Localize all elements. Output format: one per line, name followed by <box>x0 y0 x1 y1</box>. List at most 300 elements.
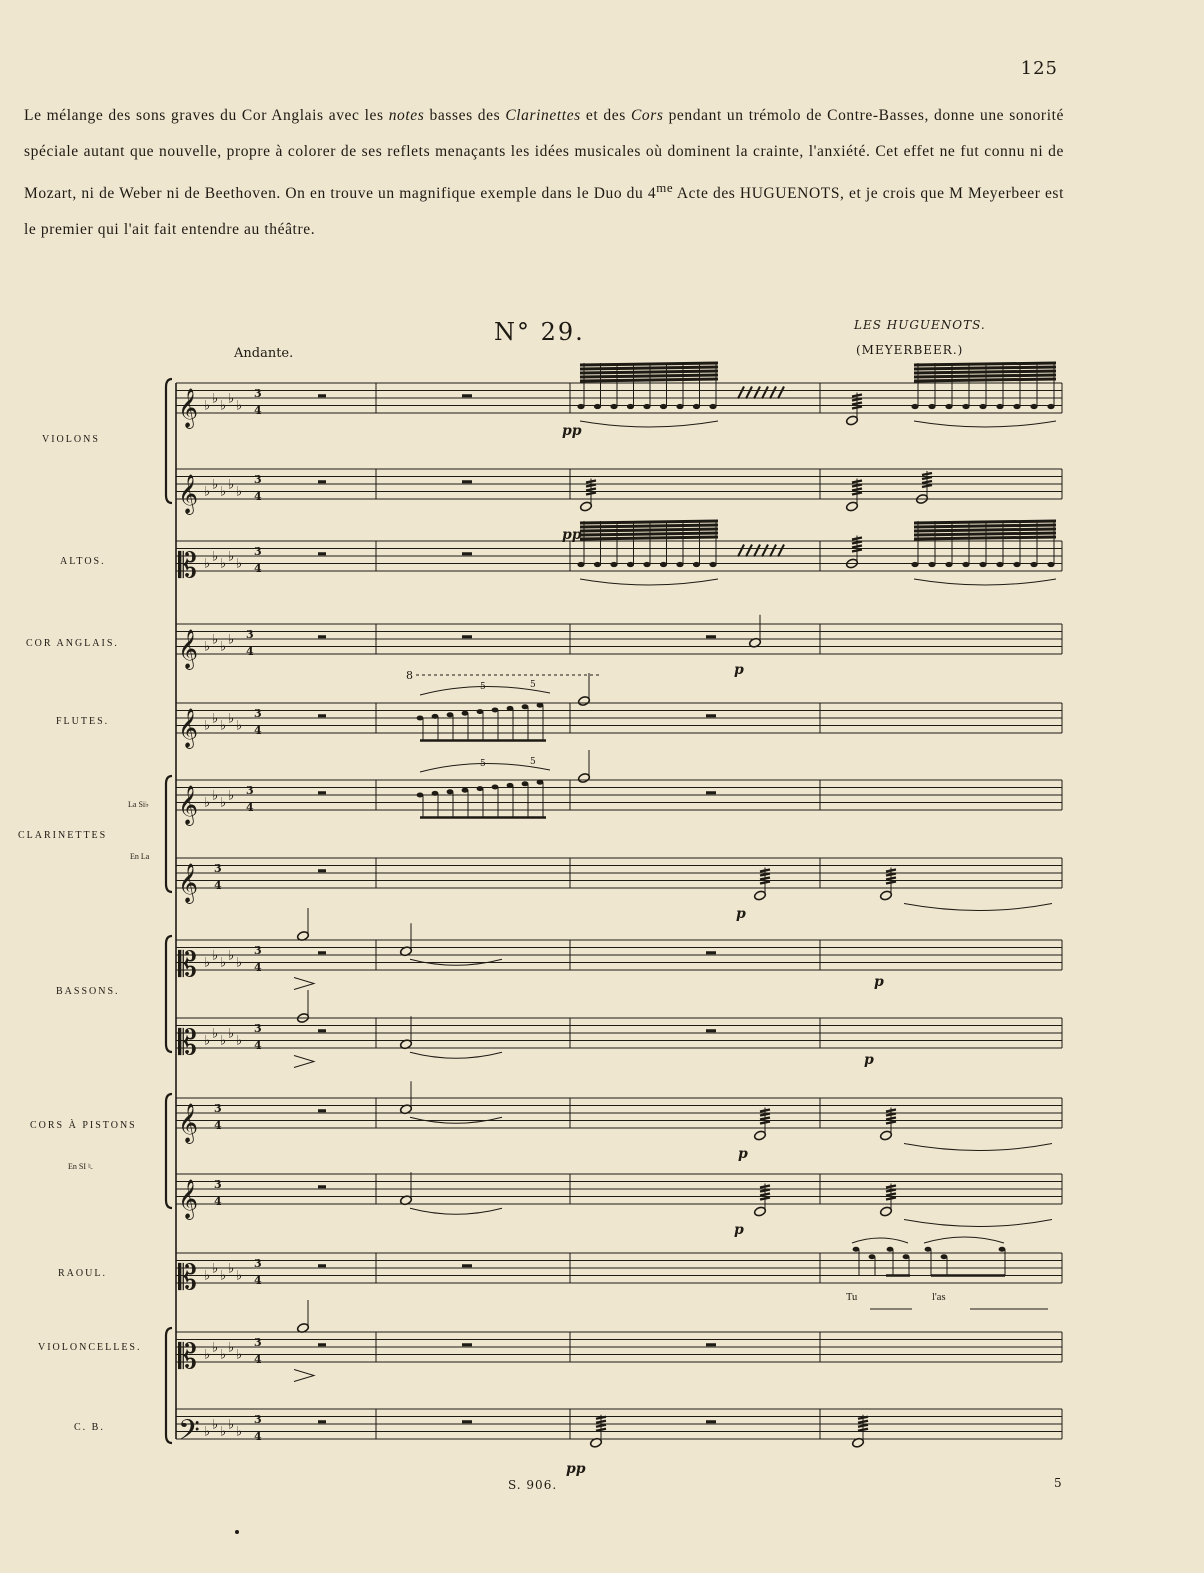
note-head <box>928 404 935 409</box>
rest-mark <box>706 951 716 954</box>
note-head <box>594 562 601 567</box>
flat-icon: ♭ <box>212 391 219 407</box>
rest-mark <box>318 1264 326 1267</box>
time-signature-bottom: 4 <box>254 961 262 974</box>
note-head <box>1030 404 1037 409</box>
dynamic-mark: p <box>738 1146 748 1162</box>
intro-segment: notes <box>388 107 425 124</box>
flat-icon: ♭ <box>204 484 211 500</box>
clef-icon: 𝄞 <box>178 1179 199 1219</box>
flat-icon: ♭ <box>236 484 243 500</box>
staff-bracket <box>166 379 172 503</box>
note-head <box>941 1254 948 1259</box>
note-head <box>903 1254 910 1259</box>
time-signature-top: 3 <box>214 862 222 875</box>
note-head <box>462 711 469 716</box>
note-head <box>447 789 454 794</box>
rest-mark <box>318 1109 326 1112</box>
note-head <box>660 562 667 567</box>
tremolo-slash <box>760 1110 770 1112</box>
note-head <box>853 1247 860 1252</box>
tie <box>410 1052 502 1058</box>
rest-mark <box>318 635 326 638</box>
tremolo-slash <box>760 1186 770 1188</box>
tremolo-slash <box>760 874 770 876</box>
dynamic-mark: p <box>874 974 884 990</box>
note-head <box>610 562 617 567</box>
note-head <box>911 562 918 567</box>
tremolo-slash <box>762 387 768 399</box>
tuplet-number: 5 <box>530 680 536 690</box>
tremolo-slash <box>746 545 752 557</box>
time-signature-bottom: 4 <box>214 1195 222 1208</box>
intro-segment: basses des <box>424 107 506 124</box>
instrument-label: ALTOS. <box>60 556 106 567</box>
rest-mark <box>706 1420 716 1423</box>
tempo-marking: Andante. <box>234 346 294 361</box>
slur <box>914 421 1056 427</box>
time-signature-bottom: 4 <box>254 1274 262 1287</box>
tuplet-number: 5 <box>530 757 536 767</box>
tremolo-slash <box>922 477 932 479</box>
tremolo-slash <box>886 1110 896 1112</box>
tremolo-slash <box>760 1114 770 1116</box>
lyric-syllable: Tu <box>846 1292 858 1303</box>
note-head <box>577 562 584 567</box>
page-number: 125 <box>1020 58 1058 79</box>
flat-icon: ♭ <box>212 788 219 804</box>
composer-name: (MEYERBEER.) <box>856 343 964 357</box>
flat-icon: ♭ <box>212 711 219 727</box>
note-head <box>660 404 667 409</box>
flat-icon: ♭ <box>220 795 227 811</box>
instrument-label: FLUTES. <box>56 716 110 727</box>
time-signature-top: 3 <box>254 944 262 957</box>
note-head <box>999 1247 1006 1252</box>
rest-mark <box>706 635 716 638</box>
flat-icon: ♭ <box>228 477 235 493</box>
note-head <box>1047 404 1054 409</box>
tuplet-number: 5 <box>480 759 486 769</box>
note-head <box>1013 404 1020 409</box>
rest-mark <box>318 1185 326 1188</box>
tremolo-slash <box>922 473 932 475</box>
rest-mark <box>318 1029 326 1032</box>
rest-mark <box>318 394 326 397</box>
clef-icon: 𝄞 <box>178 1103 199 1143</box>
rest-mark <box>462 635 472 638</box>
instrument-sub-label: La Si♭ <box>128 800 149 809</box>
tremolo-slash <box>586 489 596 491</box>
time-signature-top: 3 <box>254 707 262 720</box>
note-head <box>610 404 617 409</box>
slur <box>852 1238 908 1243</box>
flat-icon: ♭ <box>204 795 211 811</box>
note-head <box>887 1247 894 1252</box>
tie <box>904 1144 1052 1151</box>
tremolo-slash <box>922 485 932 487</box>
clef-icon: 𝄡 <box>178 546 197 586</box>
tremolo-slash <box>754 387 760 399</box>
note-head <box>507 706 514 711</box>
tremolo-slash <box>886 1186 896 1188</box>
note-head <box>627 404 634 409</box>
flat-icon: ♭ <box>204 718 211 734</box>
tremolo-slash <box>852 485 862 487</box>
note-head <box>492 785 499 790</box>
flat-icon: ♭ <box>204 639 211 655</box>
tremolo-slash <box>886 874 896 876</box>
time-signature-top: 3 <box>254 1413 262 1426</box>
dynamic-mark: p <box>736 906 746 922</box>
tremolo-slash <box>596 1429 606 1431</box>
instrument-label: C. B. <box>74 1422 105 1433</box>
time-signature-top: 3 <box>214 1178 222 1191</box>
tremolo-slash <box>886 1198 896 1200</box>
flat-icon: ♭ <box>236 1424 243 1440</box>
rest-mark <box>706 1029 716 1032</box>
time-signature-bottom: 4 <box>254 724 262 737</box>
note-head <box>945 562 952 567</box>
flat-icon: ♭ <box>220 1033 227 1049</box>
note-head <box>1013 562 1020 567</box>
staff-bracket <box>166 1094 172 1208</box>
note-head <box>417 793 424 798</box>
rest-mark <box>318 791 326 794</box>
tremolo-slash <box>858 1417 868 1419</box>
slur <box>914 579 1056 585</box>
tremolo-slash <box>886 1194 896 1196</box>
rest-mark <box>318 480 326 483</box>
clef-icon: 𝄡 <box>178 1337 197 1377</box>
tremolo-slash <box>852 489 862 491</box>
flat-icon: ♭ <box>204 1268 211 1284</box>
tremolo-slash <box>738 387 744 399</box>
flat-icon: ♭ <box>236 955 243 971</box>
flat-icon: ♭ <box>212 1261 219 1277</box>
rest-mark <box>706 714 716 717</box>
time-signature-top: 3 <box>254 473 262 486</box>
tremolo-slash <box>586 493 596 495</box>
rest-mark <box>318 1420 326 1423</box>
intro-segment: Le mélange des sons graves du Cor Anglais avec les <box>24 107 389 124</box>
rest-mark <box>462 1343 472 1346</box>
flat-icon: ♭ <box>220 1424 227 1440</box>
flat-icon: ♭ <box>212 1340 219 1356</box>
tremolo-slash <box>852 399 862 401</box>
note-head <box>522 781 529 786</box>
flat-icon: ♭ <box>204 1424 211 1440</box>
tremolo-slash <box>852 493 862 495</box>
tremolo-slash <box>778 387 784 399</box>
note-head <box>462 788 469 793</box>
time-signature-bottom: 4 <box>254 1353 262 1366</box>
slur <box>580 421 718 427</box>
note-head <box>417 716 424 721</box>
time-signature-top: 3 <box>254 1336 262 1349</box>
note-head <box>709 404 716 409</box>
flat-icon: ♭ <box>220 639 227 655</box>
flat-icon: ♭ <box>220 718 227 734</box>
flat-icon: ♭ <box>228 1340 235 1356</box>
note-head <box>676 562 683 567</box>
note-head <box>577 404 584 409</box>
instrument-label: VIOLONCELLES. <box>38 1342 142 1353</box>
rest-mark <box>462 552 472 555</box>
tremolo-slash <box>858 1429 868 1431</box>
tie <box>410 1208 502 1214</box>
tremolo-slash <box>760 882 770 884</box>
rest-mark <box>318 951 326 954</box>
note-head <box>432 791 439 796</box>
time-signature-bottom: 4 <box>254 1430 262 1443</box>
tremolo-slash <box>754 545 760 557</box>
flat-icon: ♭ <box>236 1033 243 1049</box>
tremolo-slash <box>760 1190 770 1192</box>
flat-icon: ♭ <box>220 556 227 572</box>
note-head <box>627 562 634 567</box>
time-signature-bottom: 4 <box>246 801 254 814</box>
rest-mark <box>318 869 326 872</box>
time-signature-top: 3 <box>254 545 262 558</box>
note-head <box>447 712 454 717</box>
flat-icon: ♭ <box>212 477 219 493</box>
flat-icon: ♭ <box>220 955 227 971</box>
rest-mark <box>318 552 326 555</box>
accent-mark <box>294 1056 314 1068</box>
tremolo-slash <box>770 545 776 557</box>
time-signature-bottom: 4 <box>254 1039 262 1052</box>
note-head <box>492 708 499 713</box>
tremolo-slash <box>852 403 862 405</box>
dynamic-mark: p <box>864 1052 874 1068</box>
clef-icon: 𝄞 <box>178 629 199 669</box>
dynamic-mark: pp <box>562 527 582 543</box>
flat-icon: ♭ <box>212 948 219 964</box>
time-signature-top: 3 <box>246 628 254 641</box>
time-signature-bottom: 4 <box>246 645 254 658</box>
note-head <box>477 709 484 714</box>
dynamic-mark: pp <box>566 1461 586 1477</box>
tremolo-slash <box>760 1198 770 1200</box>
note-head <box>693 562 700 567</box>
clef-icon: 𝄞 <box>178 785 199 825</box>
note-head <box>945 404 952 409</box>
flat-icon: ♭ <box>236 718 243 734</box>
clef-icon: 𝄞 <box>178 708 199 748</box>
flat-icon: ♭ <box>228 788 235 804</box>
accent-mark <box>294 1370 314 1382</box>
slur <box>924 1237 1004 1243</box>
opera-title: LES HUGUENOTS. <box>854 318 986 332</box>
tremolo-slash <box>746 387 752 399</box>
tremolo-slash <box>586 485 596 487</box>
instrument-sub-label: En SI ♮. <box>68 1162 93 1171</box>
note-head <box>1030 562 1037 567</box>
clef-icon: 𝄡 <box>178 945 197 985</box>
tremolo-slash <box>770 387 776 399</box>
flat-icon: ♭ <box>212 1417 219 1433</box>
flat-icon: ♭ <box>236 1268 243 1284</box>
tremolo-slash <box>852 546 862 548</box>
time-signature-bottom: 4 <box>254 490 262 503</box>
flat-icon: ♭ <box>228 391 235 407</box>
flat-icon: ♭ <box>228 632 235 648</box>
note-head <box>1047 562 1054 567</box>
time-signature-bottom: 4 <box>214 879 222 892</box>
note-head <box>979 404 986 409</box>
tremolo-slash <box>760 1118 770 1120</box>
rest-mark <box>462 1264 472 1267</box>
sheet-number: 5 <box>1054 1476 1062 1490</box>
time-signature-top: 3 <box>254 387 262 400</box>
rest-mark <box>706 1343 716 1346</box>
time-signature-bottom: 4 <box>254 404 262 417</box>
flat-icon: ♭ <box>228 711 235 727</box>
note-head <box>996 562 1003 567</box>
tremolo-slash <box>760 878 770 880</box>
note-head <box>537 780 544 785</box>
staff-bracket <box>166 776 172 892</box>
tremolo-slash <box>852 395 862 397</box>
intro-segment: Acte des HUGUENOTS, et je crois que M Meyerbeer est le premier qui l'ait fait entendre au théâtre. <box>24 185 1064 239</box>
tuplet-number: 5 <box>480 682 486 692</box>
time-signature-bottom: 4 <box>254 562 262 575</box>
time-signature-top: 3 <box>214 1102 222 1115</box>
tremolo-slash <box>922 481 932 483</box>
tremolo-slash <box>886 882 896 884</box>
note-head <box>477 786 484 791</box>
clef-icon: 𝄞 <box>178 388 199 428</box>
note-head <box>962 562 969 567</box>
note-head <box>507 783 514 788</box>
tremolo-slash <box>886 1118 896 1120</box>
intro-segment: pendant un trémolo de Contre-Basses, donne une sonorité spéciale autant que nouvelle, propre à colorer de ses reflets menaçants les idées musicales où dominent la crainte, l'anxiété. Cet effet ne fut connu ni de Mozart, ni de Weber ni de Beethoven. On en trouve un magnifique exemple dans le Duo du 4 <box>24 107 1064 203</box>
rest-mark <box>706 791 716 794</box>
tremolo-slash <box>760 1122 770 1124</box>
flat-icon: ♭ <box>228 1026 235 1042</box>
flat-icon: ♭ <box>212 1026 219 1042</box>
instrument-label: RAOUL. <box>58 1268 107 1279</box>
instrument-label: VIOLONS <box>42 434 100 445</box>
note-head <box>522 704 529 709</box>
note-head <box>979 562 986 567</box>
rest-mark <box>318 714 326 717</box>
instrument-label: BASSONS. <box>56 986 120 997</box>
octave-mark: 8 <box>406 669 413 682</box>
tremolo-slash <box>852 538 862 540</box>
note-head <box>537 703 544 708</box>
tremolo-slash <box>886 1114 896 1116</box>
flat-icon: ♭ <box>228 549 235 565</box>
lyric-syllable: l'as <box>932 1292 946 1303</box>
note-head <box>643 562 650 567</box>
accent-mark <box>294 978 314 990</box>
flat-icon: ♭ <box>236 556 243 572</box>
note-head <box>594 404 601 409</box>
note-head <box>709 562 716 567</box>
flat-icon: ♭ <box>220 398 227 414</box>
tremolo-slash <box>596 1425 606 1427</box>
time-signature-top: 3 <box>246 784 254 797</box>
tremolo-slash <box>852 542 862 544</box>
flat-icon: ♭ <box>236 398 243 414</box>
tremolo-slash <box>778 545 784 557</box>
dynamic-mark: pp <box>562 423 582 439</box>
tremolo-slash <box>858 1421 868 1423</box>
clef-icon: 𝄞 <box>178 863 199 903</box>
tie <box>904 1220 1052 1227</box>
tremolo-slash <box>858 1425 868 1427</box>
note-head <box>432 714 439 719</box>
flat-icon: ♭ <box>236 1347 243 1363</box>
rest-mark <box>462 1420 472 1423</box>
flat-icon: ♭ <box>212 549 219 565</box>
time-signature-top: 3 <box>254 1257 262 1270</box>
staff-bracket <box>166 936 172 1052</box>
tremolo-slash <box>886 870 896 872</box>
tremolo-slash <box>762 545 768 557</box>
intro-segment: me <box>656 180 674 195</box>
instrument-label: COR ANGLAIS. <box>26 638 119 649</box>
intro-segment: et des <box>580 107 631 124</box>
tremolo-slash <box>760 1194 770 1196</box>
flat-icon: ♭ <box>204 1033 211 1049</box>
flat-icon: ♭ <box>228 948 235 964</box>
tremolo-slash <box>760 870 770 872</box>
dynamic-mark: p <box>734 1222 744 1238</box>
clef-icon: 𝄢 <box>178 1414 200 1454</box>
instrument-sub-label: En La <box>130 852 150 861</box>
tremolo-slash <box>852 550 862 552</box>
tremolo-slash <box>886 1122 896 1124</box>
time-signature-bottom: 4 <box>214 1119 222 1132</box>
tremolo-slash <box>852 481 862 483</box>
tremolo-slash <box>586 481 596 483</box>
instrument-label: CORS À PISTONS <box>30 1120 137 1131</box>
note-head <box>693 404 700 409</box>
note-head <box>643 404 650 409</box>
tremolo-slash <box>596 1421 606 1423</box>
tremolo-slash <box>852 407 862 409</box>
note-head <box>676 404 683 409</box>
intro-segment: Clarinettes <box>505 107 581 124</box>
flat-icon: ♭ <box>228 1417 235 1433</box>
note-head <box>996 404 1003 409</box>
note-head <box>869 1254 876 1259</box>
ink-speck <box>235 1530 239 1534</box>
flat-icon: ♭ <box>220 1347 227 1363</box>
plate-number: S. 906. <box>508 1478 558 1492</box>
clef-icon: 𝄡 <box>178 1023 197 1063</box>
clef-icon: 𝄡 <box>178 1258 197 1298</box>
flat-icon: ♭ <box>204 1347 211 1363</box>
tie <box>904 904 1052 911</box>
tremolo-slash <box>596 1417 606 1419</box>
time-signature-top: 3 <box>254 1022 262 1035</box>
clef-icon: 𝄞 <box>178 474 199 514</box>
slur <box>580 579 718 585</box>
tremolo-slash <box>886 1190 896 1192</box>
note-head <box>911 404 918 409</box>
note-head <box>925 1247 932 1252</box>
flat-icon: ♭ <box>204 556 211 572</box>
flat-icon: ♭ <box>204 398 211 414</box>
tremolo-slash <box>886 878 896 880</box>
note-head <box>962 404 969 409</box>
flat-icon: ♭ <box>228 1261 235 1277</box>
intro-segment: Cors <box>630 107 664 124</box>
